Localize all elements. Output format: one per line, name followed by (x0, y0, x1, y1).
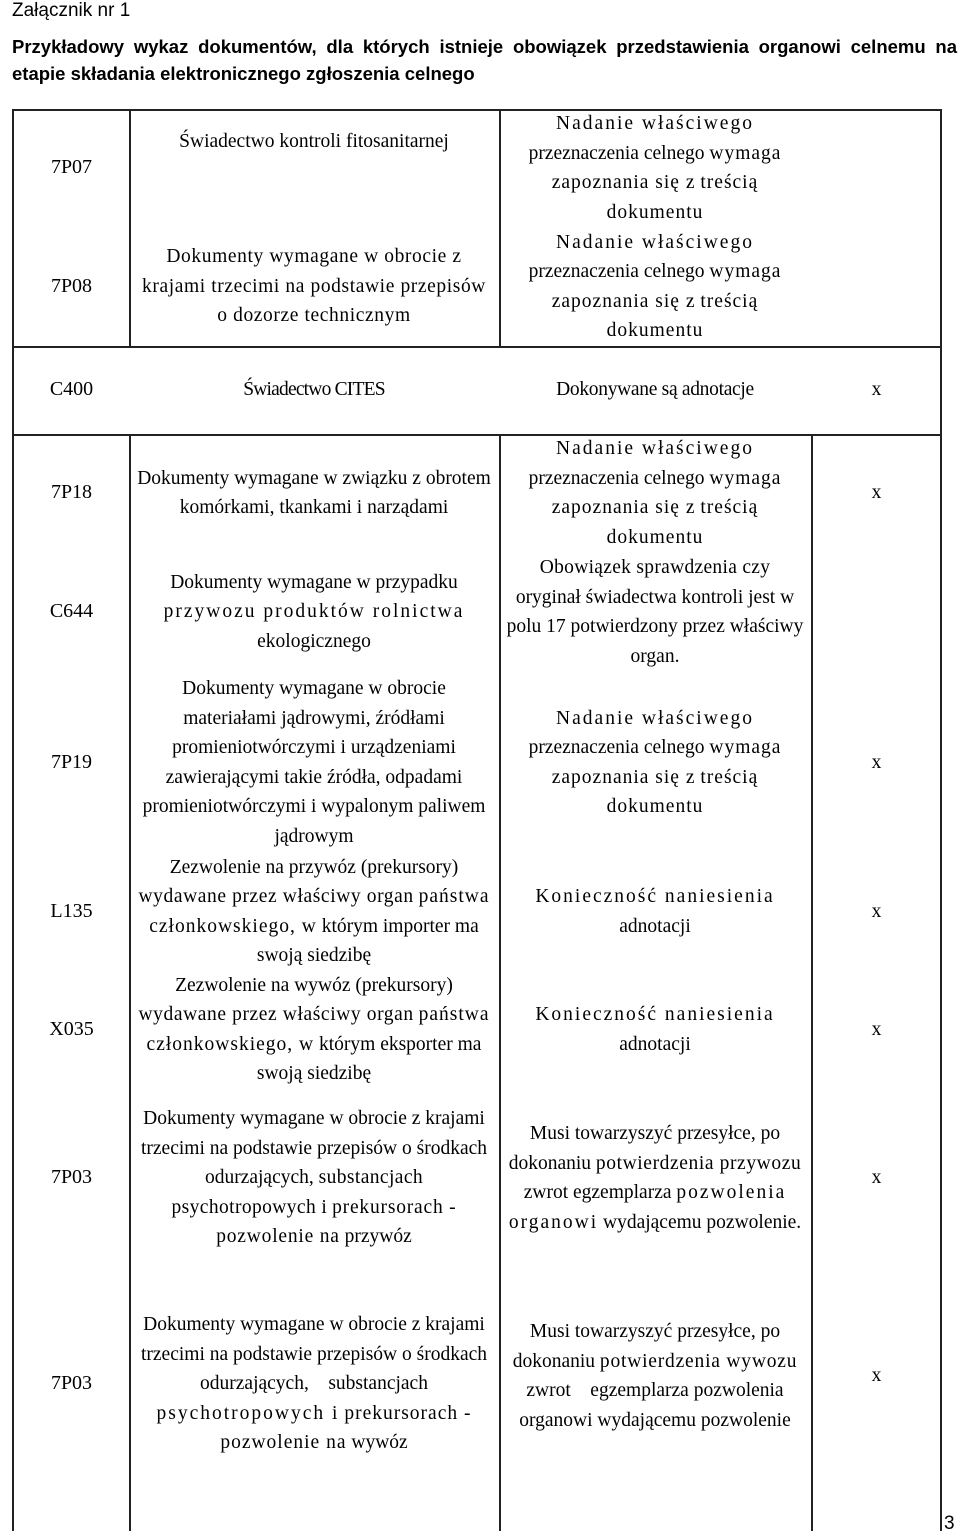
description-line: odurzających, substancjach (200, 1373, 428, 1395)
row-mark: x (871, 482, 882, 504)
row-mark: x (871, 1365, 882, 1387)
row-description (129, 1089, 499, 1267)
description-line: przepisów o dozorze technicznym (217, 275, 486, 327)
requirement-line: po dokonaniu (512, 1321, 781, 1372)
row-code: C400 (49, 378, 94, 401)
requirement-line: pozwolenie (700, 1409, 791, 1431)
description-line: którym eksporter ma swoją siedzibę (256, 1033, 482, 1084)
requirement-line: treścią dokumentu (606, 172, 759, 223)
requirement-line: oryginał świadectwa kontroli (515, 586, 744, 608)
requirement-line: Nadanie właściwego (556, 113, 754, 134)
attachment-label: Załącznik nr 1 (12, 0, 131, 21)
description-line: Dokumenty wymagane w związku z (137, 467, 421, 489)
requirement-line: pozwolenia organowi (508, 1182, 787, 1233)
description-line: przywóz (344, 1226, 412, 1248)
row-mark: x (871, 751, 882, 773)
requirement-line: Nadanie właściwego (556, 231, 754, 253)
row-description (129, 970, 499, 1089)
row-requirement (499, 346, 811, 434)
page-number: 3 (944, 1513, 955, 1534)
description-line: psychotropowych i (156, 1402, 340, 1424)
description-line: wydawane przez właściwy organ (138, 1004, 414, 1025)
description-line: prekursorach -pozwolenie na (216, 1196, 457, 1248)
requirement-line: wymaga zapoznania się z (551, 467, 782, 518)
requirement-line: przeznaczenia celnego (528, 467, 705, 489)
requirement-line: organowi wydającemu (519, 1409, 696, 1431)
requirement-line: pozwolenia (693, 1380, 784, 1401)
requirement-line: jest w polu 17 potwierdzony (506, 586, 795, 637)
requirement-line: Musi towarzyszyć przesyłce, (529, 1321, 756, 1342)
documents-table (12, 109, 942, 1531)
description-line: przepisów o środkach odurzających, (204, 1137, 488, 1189)
description-line: zawierającymi takie źródła, odpadami (165, 766, 463, 788)
requirement-line: Nadanie właściwego (556, 438, 754, 459)
description-line: paliwem jądrowym (274, 796, 486, 847)
description-line: Świadectwo CITES (243, 379, 385, 401)
requirement-line: Dokonywane są adnotacje (556, 379, 754, 401)
description-line: Dokumenty wymagane w obrocie z (143, 1108, 421, 1130)
requirement-line: Konieczność naniesienia (535, 1004, 775, 1025)
description-line: Dokumenty wymagane w obrocie z (143, 1314, 421, 1336)
row-code: 7P18 (50, 481, 93, 504)
requirement-line: po dokonaniu (508, 1123, 781, 1174)
row-code: 7P19 (50, 750, 93, 773)
row-description (129, 109, 499, 175)
requirement-line: przeznaczenia celnego (528, 737, 705, 758)
requirement-line: zwrot egzemplarza (523, 1182, 672, 1203)
description-line: narządami (367, 497, 449, 518)
row-mark: x (871, 379, 882, 401)
description-line: krajami trzecimi na podstawie (140, 1314, 485, 1365)
row-code: X035 (49, 1017, 94, 1040)
row-mark: x (871, 1018, 882, 1040)
description-line: Dokumenty wymagane w przypadku (170, 571, 458, 593)
requirement-line: Nadanie właściwego (556, 707, 754, 729)
description-line: obrotem komórkami, tkankami i (179, 467, 491, 518)
row-requirement (499, 970, 811, 1089)
description-line: krajami trzecimi na podstawie (142, 275, 395, 297)
requirement-line: przez właściwy organ. (630, 616, 804, 667)
description-line: którym importer ma swoją siedzibę (256, 915, 479, 966)
row-requirement (499, 672, 811, 853)
row-description (129, 672, 499, 853)
description-line: wywóz (351, 1432, 408, 1454)
description-line: Dokumenty wymagane w obrocie z (166, 246, 462, 268)
requirement-line: przeznaczenia celnego (528, 261, 705, 282)
description-line: krajami trzecimi na podstawie (140, 1108, 485, 1159)
row-code: 7P03 (50, 1166, 93, 1189)
description-line: przepisów o środkach (316, 1343, 488, 1365)
description-line: promieniotwórczymi i urządzeniami (172, 737, 456, 758)
row-description (129, 1267, 499, 1501)
requirement-line: adnotacji (619, 1033, 691, 1055)
row-mark: x (871, 900, 882, 922)
requirement-line: potwierdzenia wywozu (599, 1350, 798, 1372)
description-line: przywozu produktów rolnictwa (163, 601, 465, 623)
row-requirement (499, 1089, 811, 1267)
requirement-line: treścią dokumentu (606, 290, 759, 341)
description-line: Zezwolenie na wywóz (prekursory) (175, 974, 453, 996)
requirement-line: przeznaczenia celnego (528, 142, 705, 164)
row-code: 7P03 (50, 1372, 93, 1395)
requirement-line: treścią dokumentu (606, 766, 759, 817)
row-description (129, 552, 499, 672)
row-requirement (499, 1267, 811, 1485)
requirement-line: zwrot egzemplarza (526, 1380, 689, 1401)
row-code: L135 (50, 899, 93, 922)
requirement-line: wymaga zapoznania się z (551, 261, 782, 312)
description-line: państwa członkowskiego, w (149, 886, 490, 937)
row-requirement (499, 552, 811, 672)
description-line: ekologicznego (257, 630, 371, 652)
requirement-line: wymaga zapoznania się z (551, 737, 782, 788)
description-line: państwa członkowskiego, w (146, 1004, 490, 1055)
row-description (129, 227, 499, 346)
row-description (129, 434, 499, 552)
requirement-line: treścią dokumentu (606, 497, 759, 548)
row-requirement (499, 434, 811, 552)
description-line: promieniotwórczymi i wypalonym (142, 796, 414, 817)
requirement-line: wydającemu pozwolenie. (603, 1211, 802, 1233)
requirement-line: adnotacji (619, 915, 691, 937)
row-code: C644 (49, 600, 94, 623)
requirement-line: wymaga zapoznania się z (551, 142, 782, 193)
description-line: materiałami jądrowymi, źródłami (183, 707, 445, 729)
description-line: Dokumenty wymagane w obrocie (182, 678, 446, 699)
requirement-line: Obowiązek sprawdzenia czy (539, 557, 771, 578)
row-requirement (499, 227, 811, 346)
requirement-line: Musi towarzyszyć przesyłce, (529, 1123, 756, 1144)
row-description (129, 853, 499, 970)
row-requirement (499, 109, 811, 227)
description-line: Świadectwo kontroli fitosanitarnej (179, 131, 449, 153)
description-line: wydawane przez właściwy organ (138, 886, 414, 907)
row-code: 7P08 (50, 274, 93, 297)
row-code: 7P07 (50, 156, 93, 179)
description-line: prekursorach -pozwolenie na (220, 1402, 472, 1454)
document-heading: Przykładowy wykaz dokumentów, dla których istnieje obowiązek przedstawienia organowi celnemu na etapie składania elektronicznego zgłoszenia celnego (12, 36, 957, 84)
requirement-line: potwierdzenia przywozu (595, 1152, 802, 1174)
description-line: substancjach psychotropowych i (171, 1167, 424, 1218)
row-mark: x (871, 1167, 882, 1189)
requirement-line: Konieczność naniesienia (535, 886, 775, 907)
row-description (129, 346, 499, 434)
description-line: Zezwolenie na przywóz (prekursory) (169, 856, 459, 878)
row-requirement (499, 853, 811, 970)
